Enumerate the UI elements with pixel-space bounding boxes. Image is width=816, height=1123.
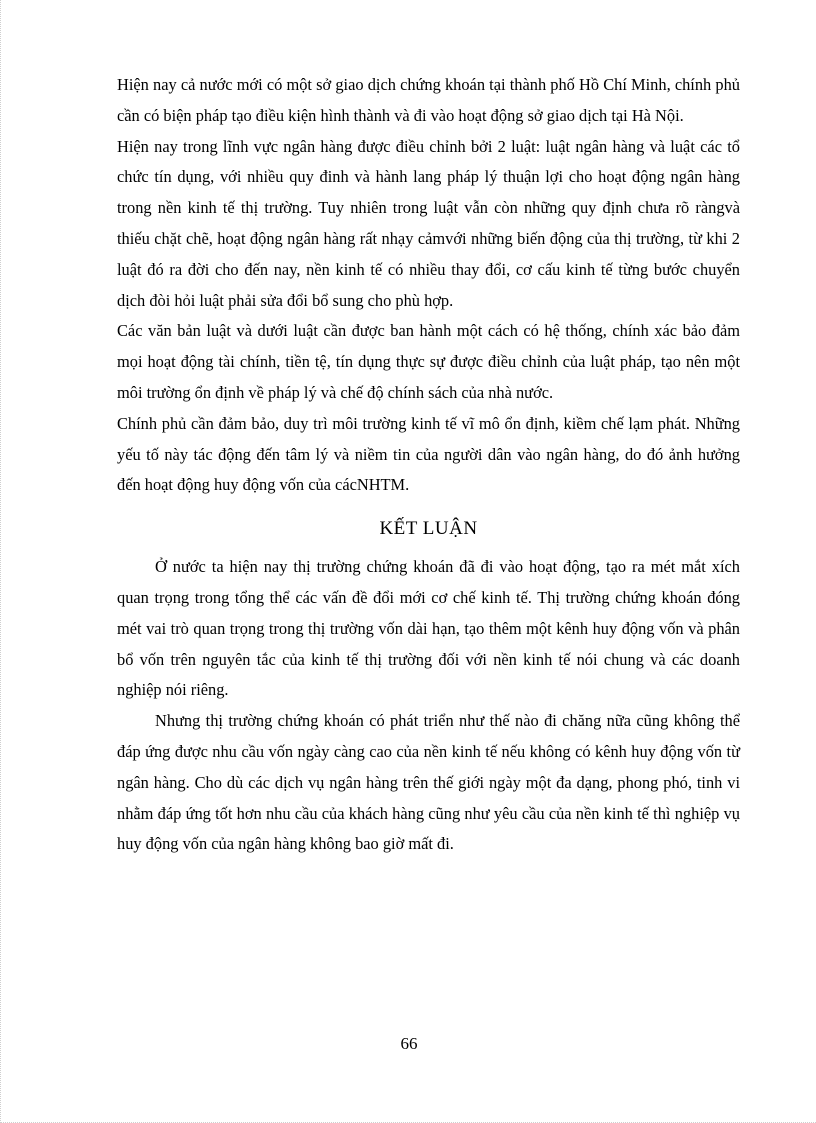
paragraph-conclusion-capital-mobilization: Nhưng thị trường chứng khoán có phát triển như thế nào đi chăng nữa cũng không thể đáp ứng được nhu cầu vốn ngày càng cao của nền kinh tế nếu không có kênh huy động vốn từ ngân hàng. Cho dù các dịch vụ ngân hàng trên thế giới ngày một đa dạng, phong phó, tinh vi nhằm đáp ứng tốt hơn nhu cầu của khách hàng cũng như yêu cầu của nền kinh tế thì nghiệp vụ huy động vốn của ngân hàng không bao giờ mất đi. [117,711,740,854]
paragraph-banking-law: Hiện nay trong lĩnh vực ngân hàng được điều chỉnh bởi 2 luật: luật ngân hàng và luật các tổ chức tín dụng, với nhiều quy đinh và hành lang pháp lý thuận lợi cho hoạt động ngân hàng trong nền kinh tế thị trường. Tuy nhiên trong luật vẫn còn những quy định chưa rõ ràngvà thiếu chặt chẽ, hoạt động ngân hàng rất nhạy cảmvới những biến động của thị trường, từ khi 2 luật đó ra đời cho đến nay, nền kinh tế có nhiều thay đổi, cơ cấu kinh tế từng bước chuyển dịch đòi hỏi luật phải sửa đổi bổ sung cho phù hợp. [117,136,740,310]
paragraph-stock-exchange: Hiện nay cả nước mới có một sở giao dịch chứng khoán tại thành phố Hồ Chí Minh, chính phủ cần có biện pháp tạo điều kiện hình thành và đi vào hoạt động sở giao dịch tại Hà Nội. [117,75,740,125]
page-body [117,70,740,860]
paragraph-macro-stability: Chính phủ cần đảm bảo, duy trì môi trường kinh tế vĩ mô ổn định, kiềm chế lạm phát. Những yếu tố này tác động đến tâm lý và niềm tin của người dân vào ngân hàng, do đó ảnh hưởng đến hoạt động huy động vốn của cácNHTM. [117,413,740,495]
paragraph-conclusion-stock-market: Ở nước ta hiện nay thị trường chứng khoán đã đi vào hoạt động, tạo ra mét mắt xích quan trọng trong tổng thể các vấn đề đổi mới cơ chế kinh tế. Thị trường chứng khoán đóng mét vai trò quan trọng trong thị trường vốn dài hạn, tạo thêm một kênh huy động vốn và phân bổ vốn trên nguyên tắc của kinh tế thị trường đối với nền kinh tế nói chung và các doanh nghiệp nói riêng. [117,557,740,700]
page-number: 66 [400,1034,418,1053]
conclusion-heading: KẾT LUẬN [379,518,478,540]
paragraph-legal-documents: Các văn bản luật và dưới luật cần được ban hành một cách có hệ thống, chính xác bảo đảm mọi hoạt động tài chính, tiền tệ, tín dụng thực sự được điều chỉnh của luật pháp, tạo nên một môi trường ổn định về pháp lý và chế độ chính sách của nhà nước. [117,321,740,402]
